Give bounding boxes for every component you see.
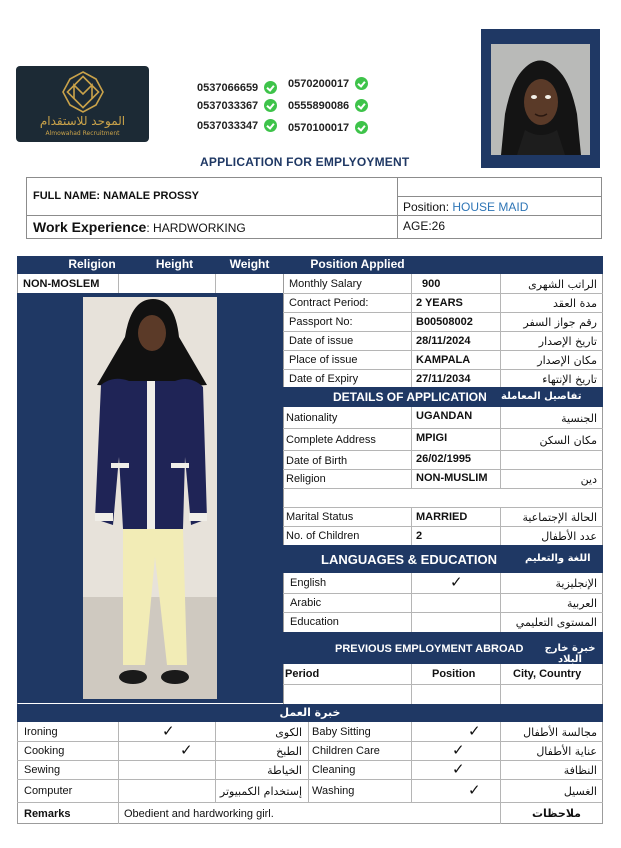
skill-check-baby-sitting: ✓ <box>468 723 481 740</box>
field-value-issue-place: KAMPALA <box>416 354 471 366</box>
header-religion: Religion <box>68 257 116 271</box>
field-ar-address: مكان السكن <box>539 434 597 447</box>
remarks-label: Remarks <box>24 808 71 820</box>
field-value-address: MPIGI <box>416 432 448 444</box>
page-title: APPLICATION FOR EMPLYOYMENT <box>200 155 410 169</box>
field-label-marital: Marital Status <box>286 511 354 523</box>
header-position-applied: Position Applied <box>310 257 405 271</box>
full-body-photo <box>83 297 217 699</box>
field-value-passport: B00508002 <box>416 316 473 328</box>
whatsapp-icon <box>264 81 277 94</box>
phone-number: 0537066659 <box>197 81 277 94</box>
age: AGE:26 <box>403 219 446 233</box>
field-value-issue-date: 28/11/2024 <box>416 335 471 347</box>
whatsapp-icon <box>355 77 368 90</box>
skill-label-baby-sitting: Baby Sitting <box>312 726 371 738</box>
languages-header-ar: اللغة والتعليم <box>525 553 591 564</box>
skills-header <box>17 704 603 722</box>
field-ar-issue-date: تاريخ الإصدار <box>538 335 597 348</box>
field-label-salary: Monthly Salary <box>289 278 362 290</box>
full-name: FULL NAME: NAMALE PROSSY <box>33 190 200 202</box>
whatsapp-icon <box>355 99 368 112</box>
field-label-contract: Contract Period: <box>289 297 369 309</box>
lang-ar-arabic: العربية <box>566 597 597 610</box>
phone-number: 0570200017 <box>288 77 368 90</box>
field-value-nationality: UGANDAN <box>416 410 473 422</box>
header-height: Height <box>155 257 194 271</box>
lang-ar-english: الإنجليزية <box>555 577 597 590</box>
remarks-ar: ملاحظات <box>532 807 581 820</box>
field-label-religion: Religion <box>286 473 326 485</box>
field-ar-marital: الحالة الإجتماعية <box>522 511 597 524</box>
field-label-passport: Passport No: <box>289 316 353 328</box>
skill-label-cleaning: Cleaning <box>312 764 356 776</box>
skill-label-computer: Computer <box>24 785 73 797</box>
religion-value: NON-MOSLEM <box>23 278 100 290</box>
field-ar-religion: دين <box>580 473 597 486</box>
whatsapp-icon <box>355 121 368 134</box>
skill-ar-ironing: الكوى <box>275 726 302 739</box>
work-experience: Work Experience: HARDWORKING <box>33 219 246 235</box>
field-ar-expiry: تاريخ الإنتهاء <box>542 373 597 386</box>
previous-employment-header-ar: خبرة خارج البلاد <box>544 643 596 665</box>
lang-ar-education: المستوى التعليمي <box>515 616 597 629</box>
skill-label-sewing: Sewing <box>24 764 61 776</box>
skill-label-ironing: Ironing <box>24 726 58 738</box>
field-value-religion: NON-MUSLIM <box>416 472 488 484</box>
prev-col-position: Position <box>432 668 476 680</box>
skill-ar-washing: الغسيل <box>563 785 597 798</box>
skill-ar-sewing: الخياطة <box>267 764 302 777</box>
skill-ar-baby-sitting: مجالسة الأطفال <box>523 726 597 739</box>
field-label-address: Complete Address <box>286 434 376 446</box>
skill-label-washing: Washing <box>312 785 355 797</box>
phone-number: 0537033367 <box>197 99 277 112</box>
field-ar-nationality: الجنسية <box>561 412 597 425</box>
field-value-expiry: 27/11/2034 <box>416 373 471 385</box>
field-label-children: No. of Children <box>286 530 360 542</box>
field-label-expiry: Date of Expiry <box>289 373 359 385</box>
skill-ar-cooking: الطبخ <box>276 745 302 758</box>
field-value-children: 2 <box>416 530 423 542</box>
phone-number: 0570100017 <box>288 121 368 134</box>
lang-label-english: English <box>290 577 327 589</box>
field-ar-salary: الراتب الشهرى <box>528 278 597 291</box>
skill-check-cooking: ✓ <box>180 742 193 759</box>
skill-ar-computer: إستخدام الكمبيوتر <box>219 785 302 798</box>
field-label-nationality: Nationality <box>286 412 338 424</box>
header-row <box>17 256 603 274</box>
logo-english-name: Almowahad Recruitment <box>45 130 120 137</box>
field-label-dob: Date of Birth <box>286 455 348 467</box>
logo-arabic-name: الموحد للاستقدام <box>39 114 126 128</box>
details-header-en: DETAILS OF APPLICATION <box>333 390 487 404</box>
prev-col-period: Period <box>285 668 320 680</box>
details-header-ar: تفاصيل المعاملة <box>501 391 582 402</box>
field-label-issue-place: Place of issue <box>289 354 358 366</box>
field-value-marital: MARRIED <box>416 511 468 523</box>
skill-ar-cleaning: النظافة <box>563 764 597 777</box>
field-ar-children: عدد الأطفال <box>541 530 597 543</box>
remarks-value: Obedient and hardworking girl. <box>124 808 274 820</box>
lang-label-arabic: Arabic <box>290 597 322 609</box>
field-value-contract: 2 YEARS <box>416 297 463 309</box>
whatsapp-icon <box>264 119 277 132</box>
portrait-photo <box>491 44 590 155</box>
previous-employment-header-en: PREVIOUS EMPLOYMENT ABROAD <box>335 643 524 655</box>
portrait-photo-frame <box>481 29 600 168</box>
skill-check-children-care: ✓ <box>452 742 465 759</box>
position: Position: HOUSE MAID <box>403 200 529 214</box>
field-label-issue-date: Date of issue <box>289 335 354 347</box>
previous-employment-header <box>283 632 603 664</box>
field-value-dob: 26/02/1995 <box>416 453 472 465</box>
skill-check-cleaning: ✓ <box>452 761 465 778</box>
skill-label-cooking: Cooking <box>24 745 65 757</box>
skills-header-ar: خبرة العمل <box>279 706 341 719</box>
languages-header-en: LANGUAGES & EDUCATION <box>321 552 497 567</box>
skill-ar-children-care: عناية الأطفال <box>536 745 597 758</box>
prev-col-city: City, Country <box>513 668 582 680</box>
lang-check-english: ✓ <box>450 574 463 591</box>
field-value-salary: 900 <box>422 278 441 290</box>
field-ar-passport: رقم جواز السفر <box>523 316 597 329</box>
skill-check-washing: ✓ <box>468 782 481 799</box>
company-logo <box>16 66 149 142</box>
phone-number: 0555890086 <box>288 99 368 112</box>
details-header <box>283 387 603 407</box>
header-weight: Weight <box>229 257 270 271</box>
lang-label-education: Education <box>290 616 339 628</box>
phone-number: 0537033347 <box>197 119 277 132</box>
field-ar-contract: مدة العقد <box>553 297 597 310</box>
skill-label-children-care: Children Care <box>312 745 380 757</box>
whatsapp-icon <box>264 99 277 112</box>
logo-emblem-icon <box>56 70 110 114</box>
field-ar-issue-place: مكان الإصدار <box>537 354 597 367</box>
languages-header <box>283 545 603 573</box>
skill-check-ironing: ✓ <box>162 723 175 740</box>
